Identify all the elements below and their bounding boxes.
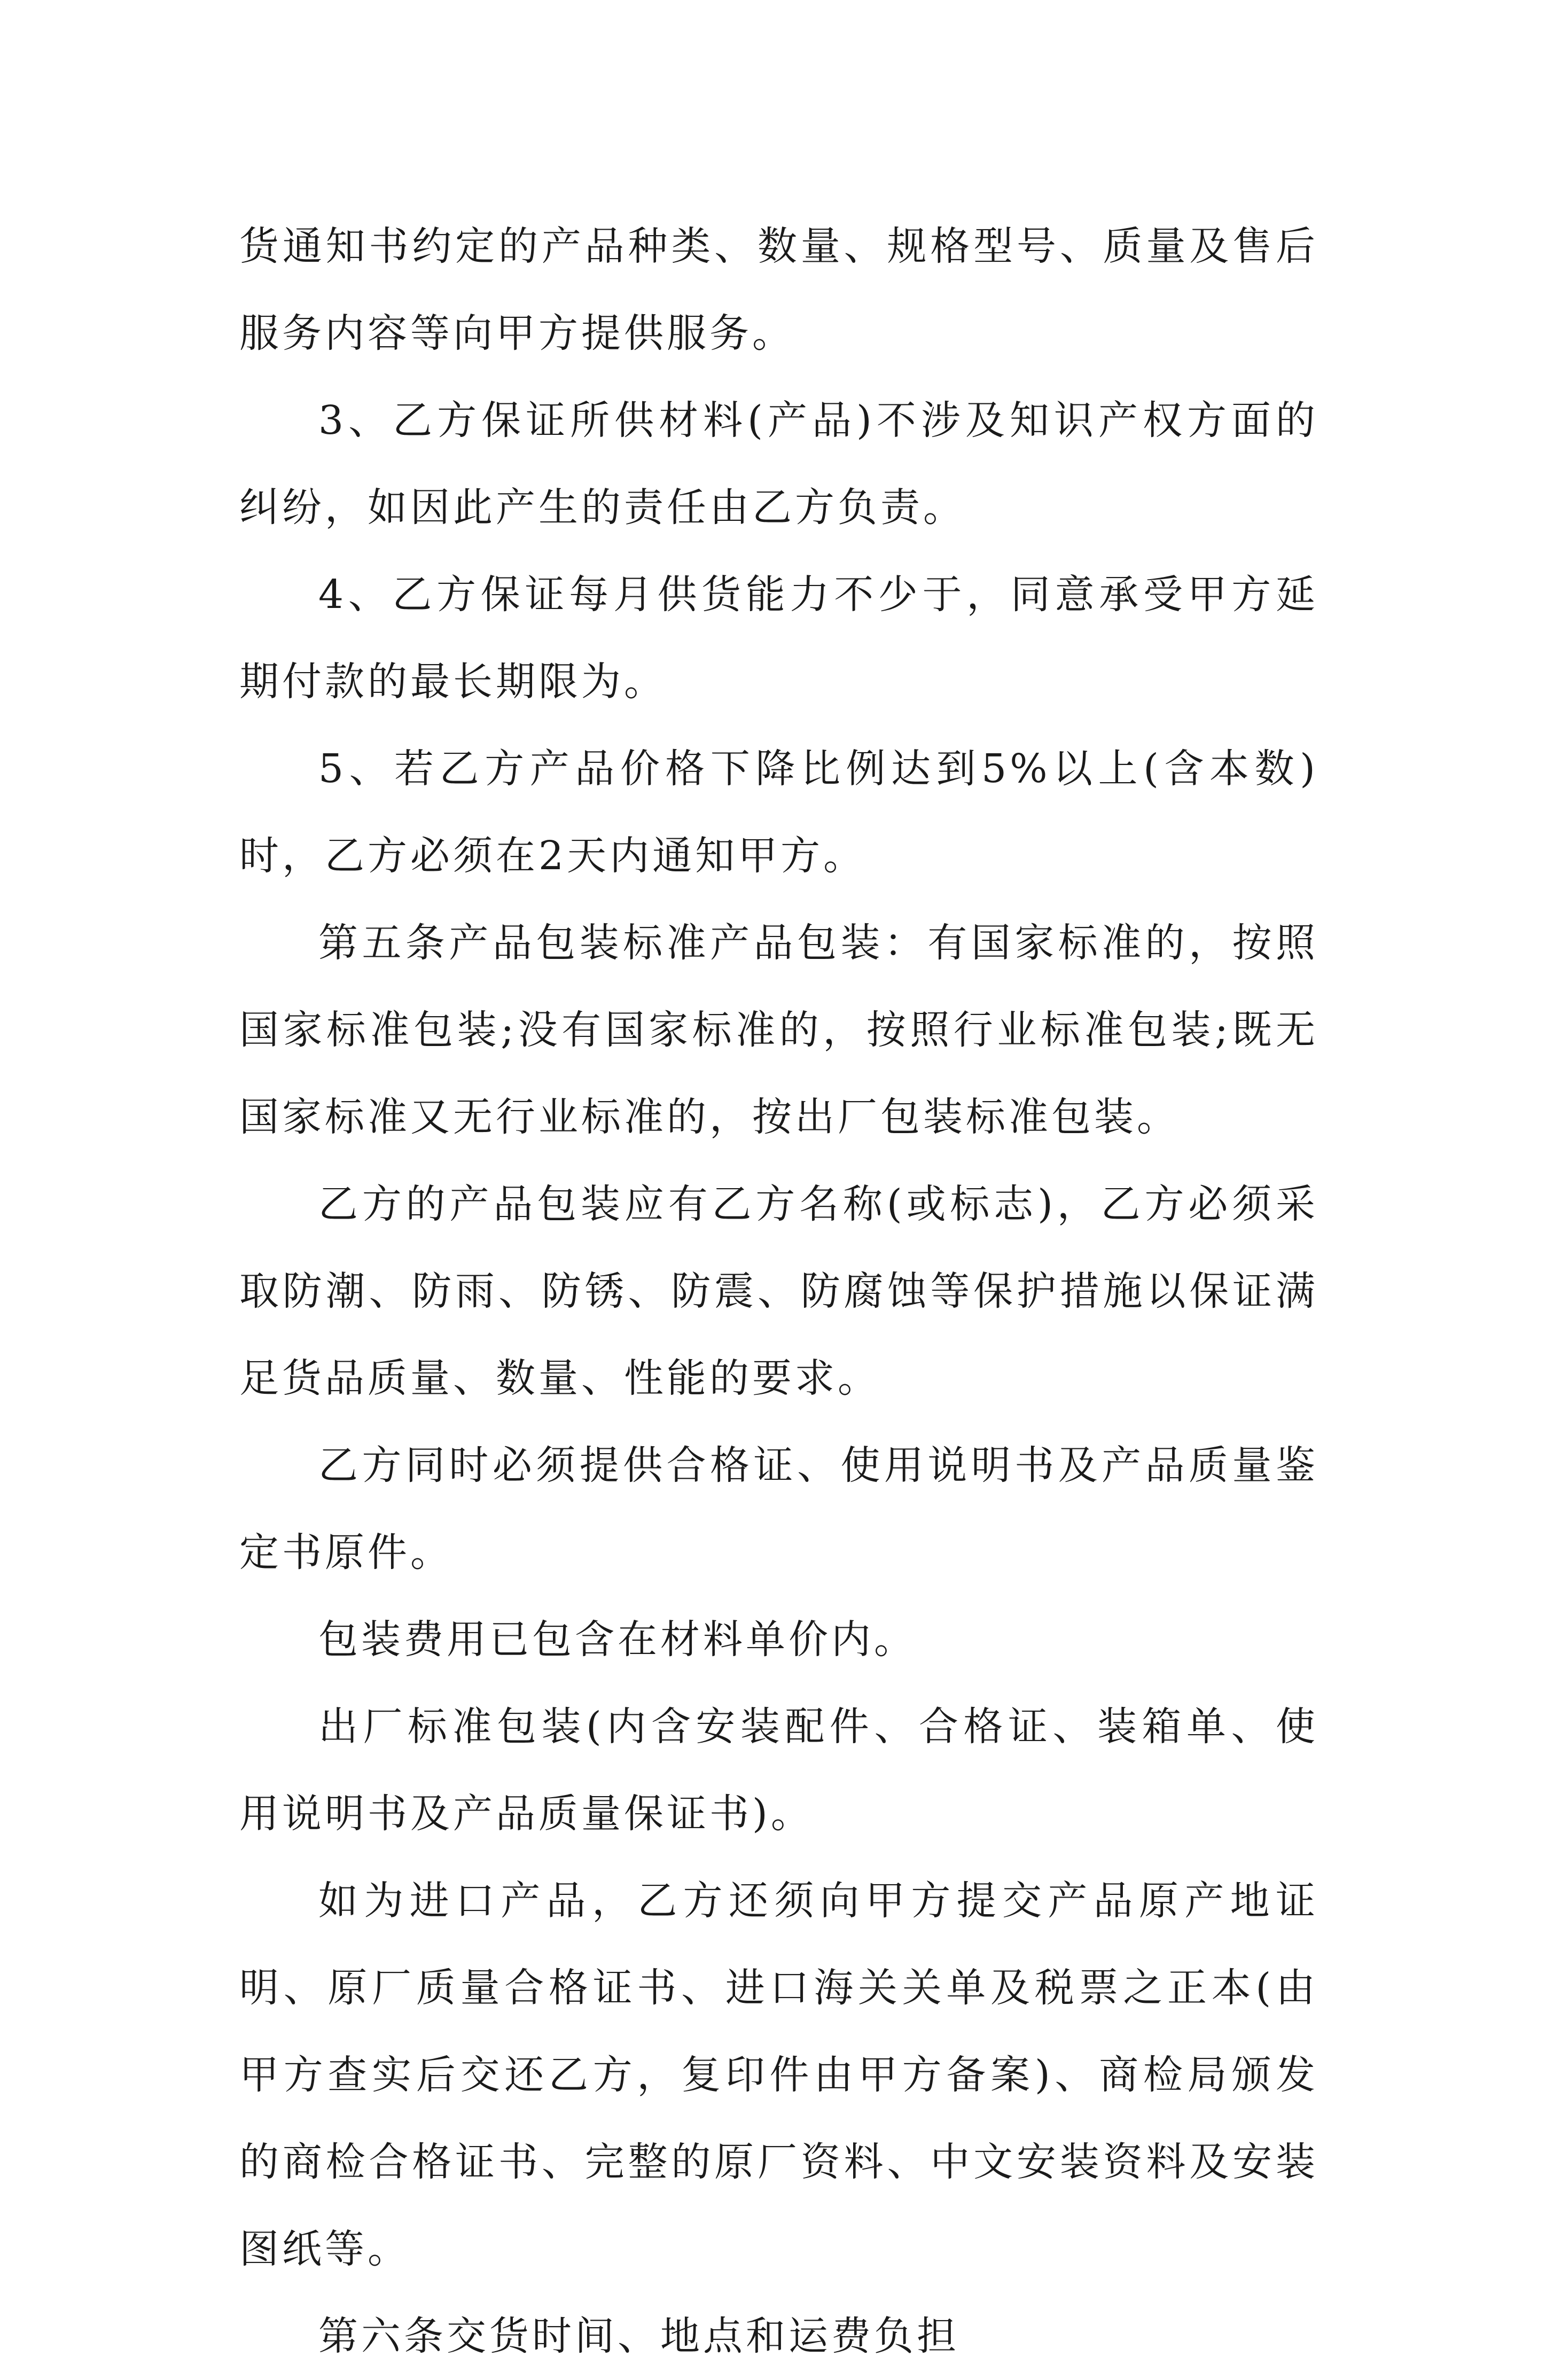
paragraph-article-5: 第五条产品包装标准产品包装：有国家标准的，按照国家标准包装;没有国家标准的，按照行业标准包装;既无国家标准又无行业标准的，按出厂包装标准包装。 [239, 920, 1318, 1140]
paragraph-imported-products: 如为进口产品，乙方还须向甲方提交产品原产地证明、原厂质量合格证书、进口海关关单及税票之正本(由甲方查实后交还乙方，复印件由甲方备案)、商检局颁发的商检合格证书、完整的原厂资料、中文安装资料及安装图纸等。 [239, 1878, 1318, 2272]
paragraph-packaging-protection: 乙方的产品包装应有乙方名称(或标志)，乙方必须采取防潮、防雨、防锈、防震、防腐蚀等保护措施以保证满足货品质量、数量、性能的要求。 [239, 1181, 1318, 1401]
paragraph-factory-packaging: 出厂标准包装(内含安装配件、合格证、装箱单、使用说明书及产品质量保证书)。 [239, 1704, 1318, 1837]
paragraph-clause-5: 5、若乙方产品价格下降比例达到5%以上(含本数)时，乙方必须在2天内通知甲方。 [239, 746, 1318, 879]
paragraph-article-6-heading: 第六条交货时间、地点和运费负担 [318, 2313, 959, 2359]
document-body [239, 203, 1318, 2380]
paragraph-continuation: 货通知书约定的产品种类、数量、规格型号、质量及售后服务内容等向甲方提供服务。 [239, 223, 1318, 356]
paragraph-clause-4: 4、乙方保证每月供货能力不少于，同意承受甲方延期付款的最长期限为。 [239, 572, 1318, 705]
paragraph-packaging-cost: 包装费用已包含在材料单价内。 [318, 1617, 917, 1663]
paragraph-clause-3: 3、乙方保证所供材料(产品)不涉及知识产权方面的纠纷，如因此产生的责任由乙方负责。 [239, 397, 1318, 530]
paragraph-certificates: 乙方同时必须提供合格证、使用说明书及产品质量鉴定书原件。 [239, 1442, 1318, 1575]
